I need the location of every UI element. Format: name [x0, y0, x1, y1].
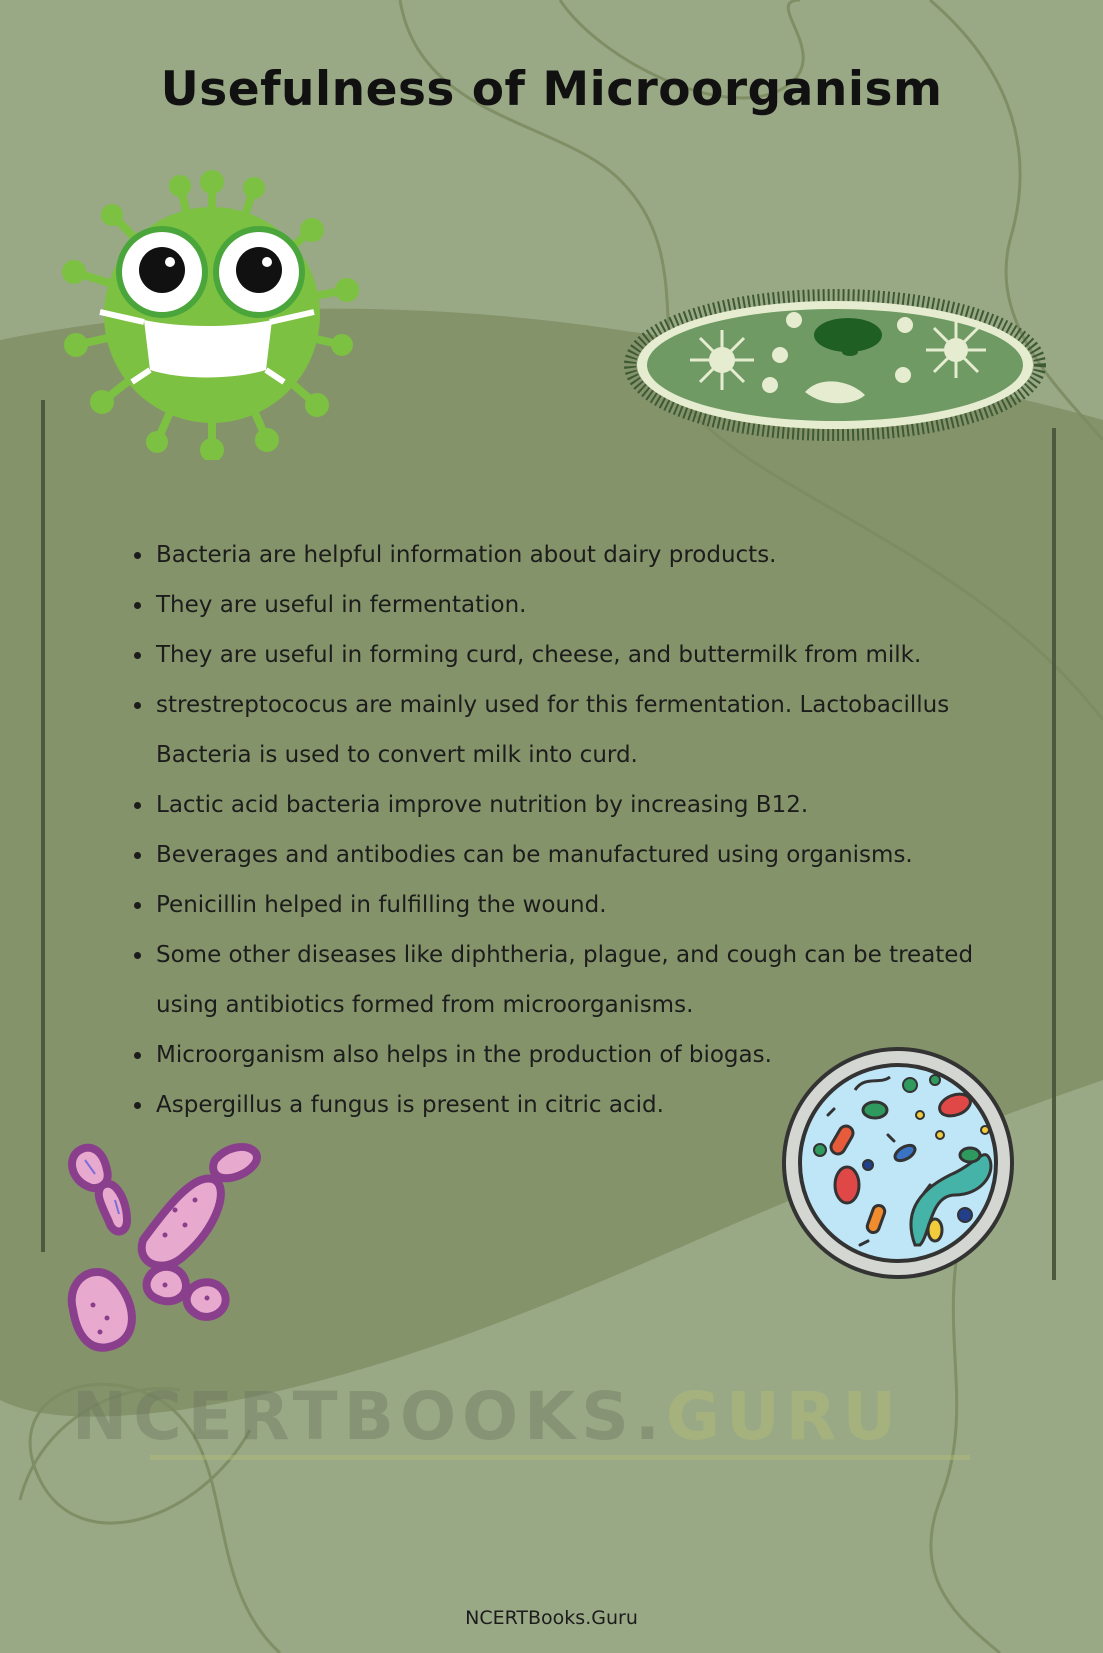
left-border-line [41, 400, 45, 1252]
list-item: • Beverages and antibodies can be manufactured using organisms. [154, 830, 1014, 880]
facts-list [128, 530, 1014, 1130]
watermark-underline [150, 1455, 970, 1460]
page-title: Usefulness of Microorganism [160, 62, 943, 117]
watermark-accent: GURU [665, 1378, 903, 1455]
right-border-line [1052, 428, 1056, 1280]
watermark-main: NCERTBOOKS. [72, 1378, 666, 1455]
list-item: • Microorganism also helps in the production of biogas. [154, 1030, 1014, 1080]
list-item: • Penicillin helped in fulfilling the wound. [154, 880, 1014, 930]
paramecium-icon [620, 280, 1055, 450]
list-item: • Bacteria are helpful information about dairy products. [154, 530, 1014, 580]
petri-dish-icon [780, 1045, 1016, 1281]
list-item: • Lactic acid bacteria improve nutrition by increasing B12. [154, 780, 1014, 830]
list-item: • strestreptococus are mainly used for this fermentation. Lactobacillus Bacteria is used to convert milk into curd. [154, 680, 1014, 780]
watermark [72, 1378, 902, 1455]
list-item: • Some other diseases like diphtheria, plague, and cough can be treated using antibiotics formed from microorganisms. [154, 930, 1014, 1030]
virus-icon [62, 170, 362, 460]
list-item: • Aspergillus a fungus is present in citric acid. [154, 1080, 1014, 1130]
list-item: • They are useful in forming curd, cheese, and buttermilk from milk. [154, 630, 1014, 680]
list-item: • They are useful in fermentation. [154, 580, 1014, 630]
footer-site-name: NCERTBooks.Guru [465, 1607, 638, 1629]
bacteria-cluster-icon [65, 1140, 275, 1362]
